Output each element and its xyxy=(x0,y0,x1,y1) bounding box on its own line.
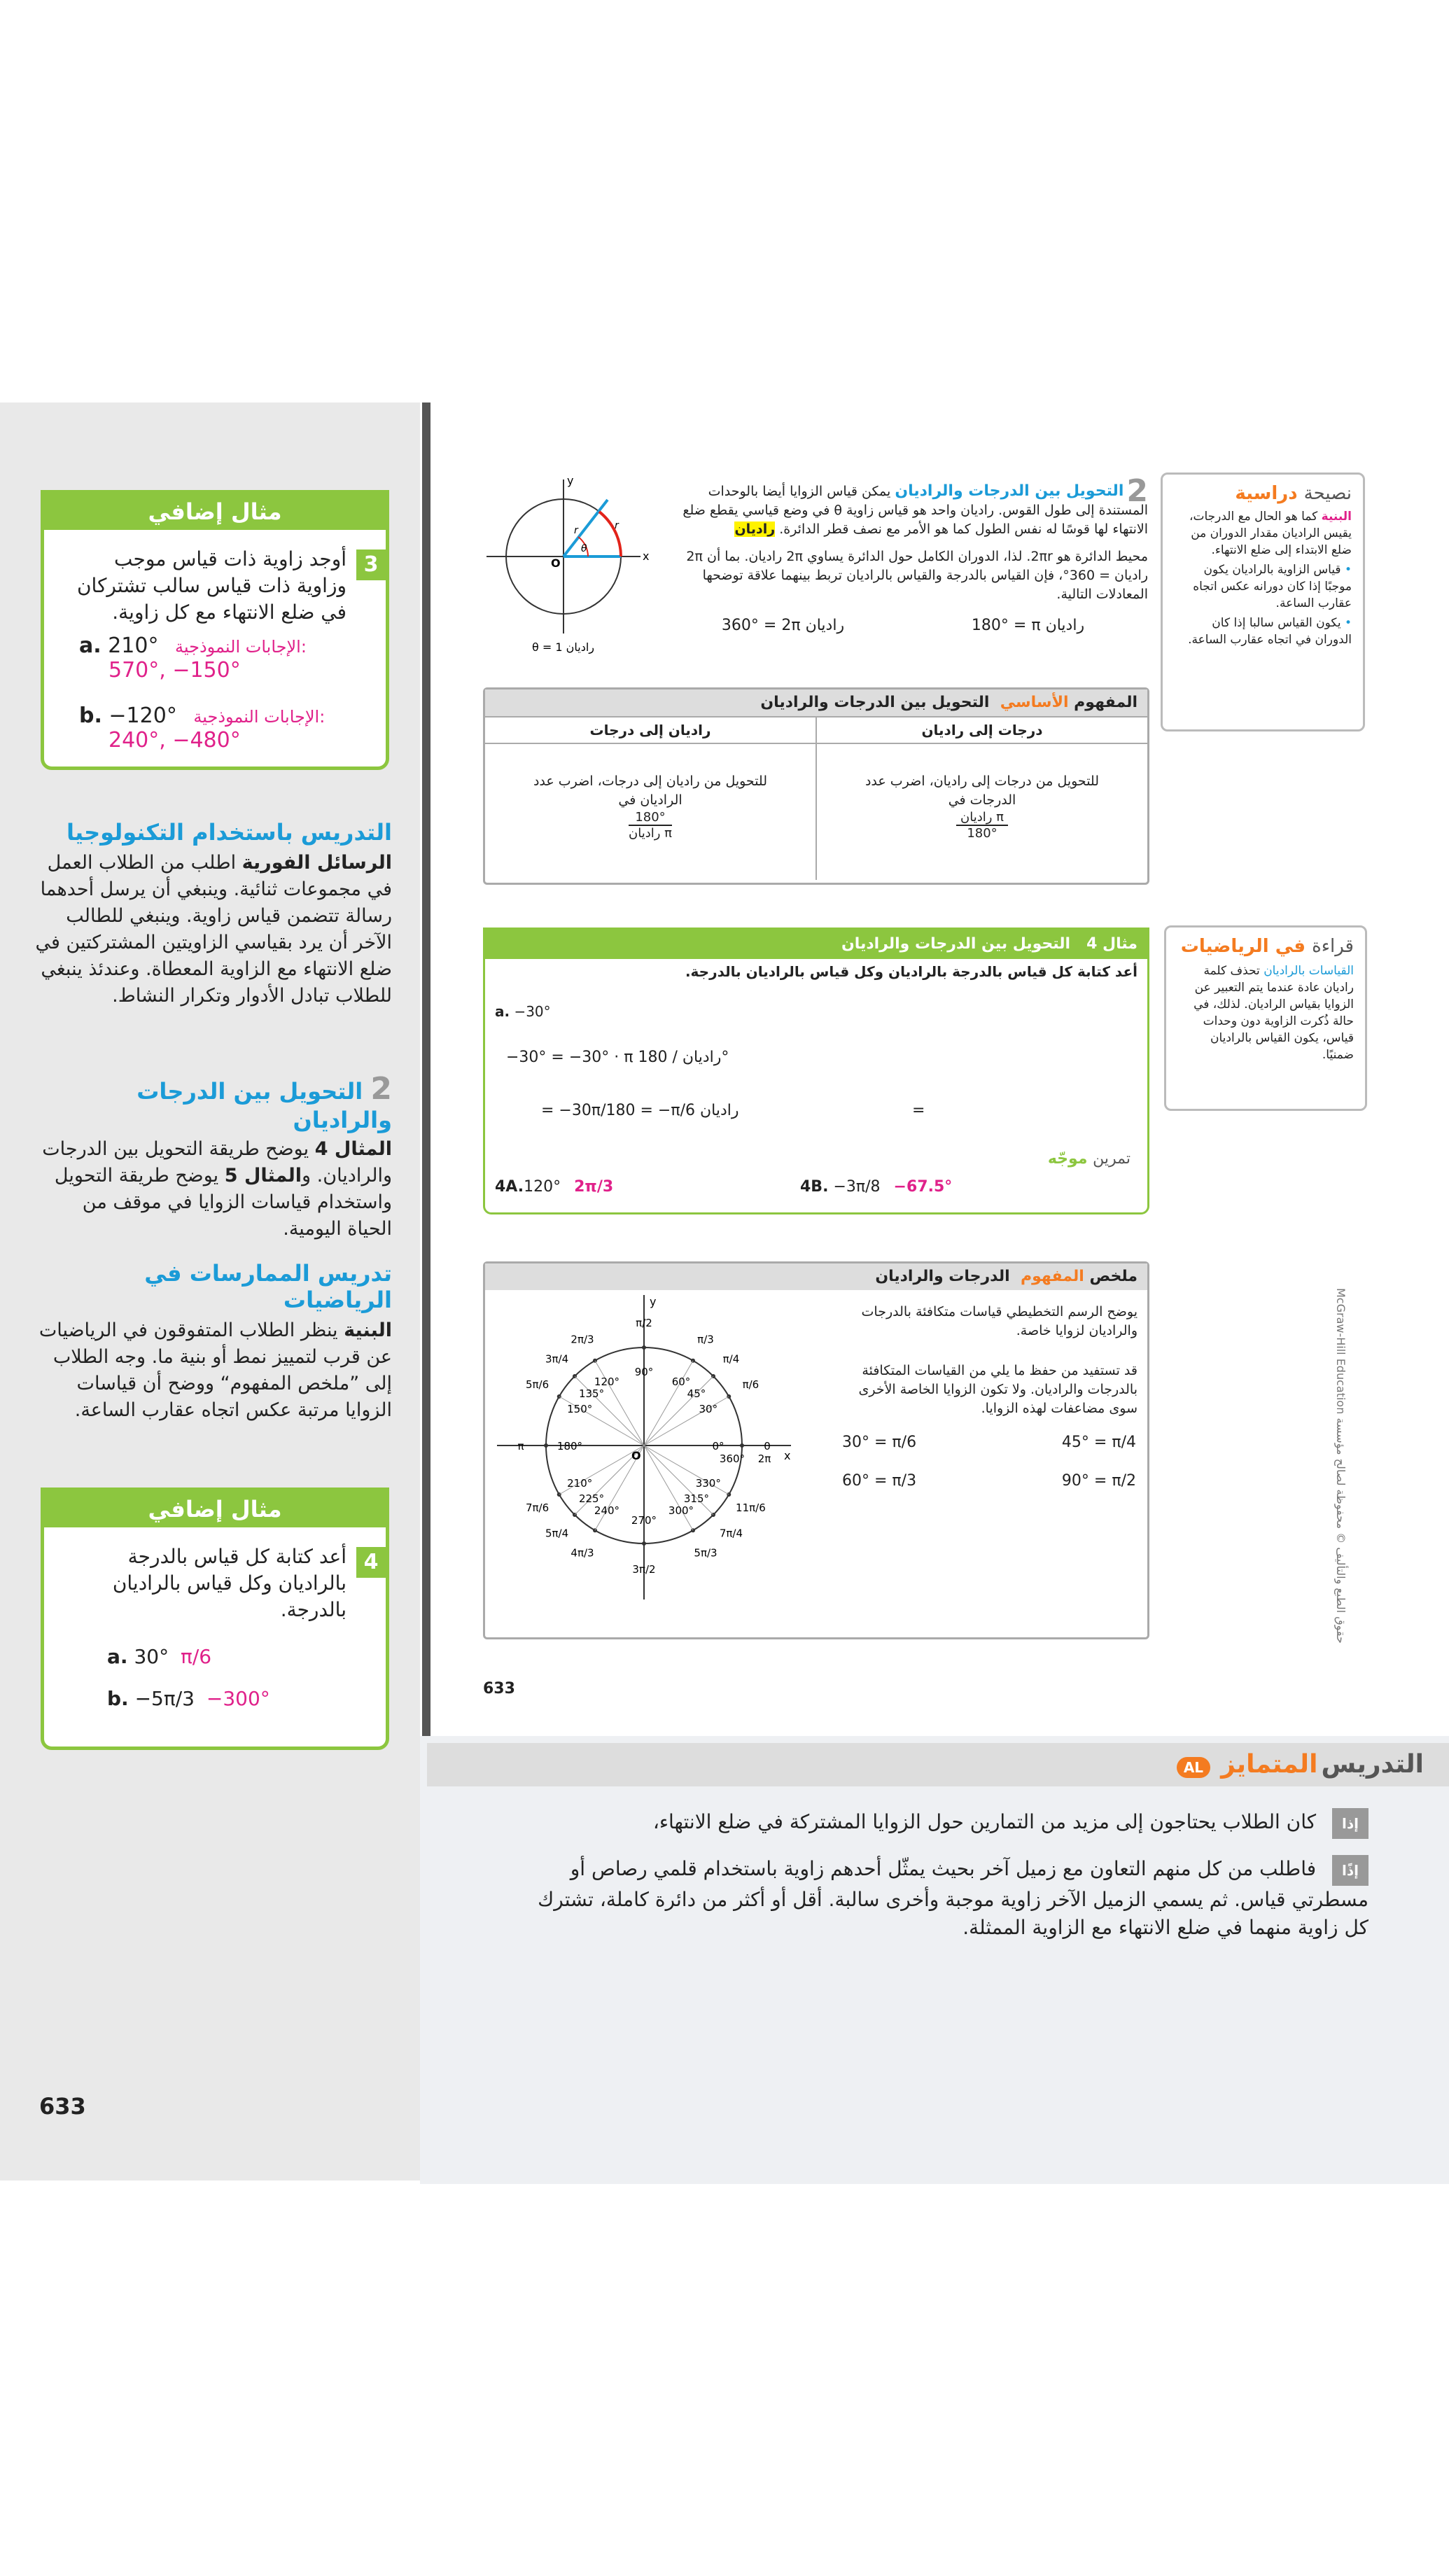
degree-label: 225° xyxy=(578,1492,605,1505)
radian-label: 11π/6 xyxy=(736,1502,766,1514)
answer-b: b. −5π/3 −300° xyxy=(107,1687,270,1710)
extra-example-4 xyxy=(41,1488,389,1750)
radian-label: 4π/3 xyxy=(570,1546,594,1560)
example-label: مثال 4 xyxy=(1086,935,1138,953)
differentiated-instruction xyxy=(420,1736,1449,2184)
example-title: التحويل بين الدرجات والراديان xyxy=(841,935,1071,953)
answer-b: b. −120° الإجابات النموذجية: 240°, −480° xyxy=(79,704,326,752)
degree-label: 90° xyxy=(634,1366,654,1378)
axis-label: y xyxy=(650,1295,657,1308)
extra-example-header: مثال إضافي xyxy=(44,1491,386,1527)
degree-label: 0° xyxy=(712,1440,724,1452)
degree-label: 150° xyxy=(567,1403,593,1415)
study-tip: نصيحة دراسية البنية كما هو الحال مع الدرجات، يقيس الراديان مقدار الدوران من ضلع الابتداء إلى ضلع الانتهاء. • قياس الزاوية بالراديان يكون موجبًا إذا كان دورانه عكس اتجاه عقارب الساعة. • يكون القياس سالبا إذا كان الدوران في اتجاه عقارب الساعة. xyxy=(1161,472,1365,732)
radian-label: 0 xyxy=(764,1440,771,1452)
differentiated-header: التدريس المتمايز AL xyxy=(427,1743,1449,1786)
copyright: McGraw-Hill Education حقوق الطبع والتأليف © محفوظة لصالح مؤسسة xyxy=(1334,1288,1348,1644)
page-edge xyxy=(422,402,430,1740)
degree-label: 300° xyxy=(668,1504,694,1517)
if-label: إذا xyxy=(1332,1808,1368,1839)
teaching-technology: التدريس باستخدام التكنولوجيا الرسائل الفورية اطلب من الطلاب العمل في مجموعات ثنائية. وينبغي أن يرسل أحدهما رسالة تتضمن قياس زاوية. وينبغي للطالب الآخر أن يرد بقياسي الزاويتين المشتركتين في ضلع الانتهاء مع الزاوية المعطاة. وعندئذ ينبغي للطلاب تبادل الأدوار وتكرار النشاط. xyxy=(35,819,392,1007)
key-concept-box: المفهوم الأساسي التحويل بين الدرجات والراديان درجات إلى راديان راديان إلى درجات للتحويل من درجات إلى راديان، اضرب عدد الدرجات في π راديان 180° للتحويل من راديان إلى درجات، اضرب عدد الراديان في 180° π راديان xyxy=(483,687,1149,885)
level-badge: AL xyxy=(1177,1757,1210,1778)
example-question: أعد كتابة كل قياس بالدرجة بالراديان وكل قياس بالراديان بالدرجة. xyxy=(112,1545,346,1621)
equals-sign: = xyxy=(912,1102,925,1119)
math-practices: تدريس الممارسات في الرياضيات البنية ينظر الطلاب المتفوقون في الرياضيات عن قرب لتمييز نمط أو بنية ما. وجه الطلاب إلى ”ملخص المفهوم“ ووضح أن قياسات الزوايا مرتبة عكس اتجاه عقارب الساعة. xyxy=(35,1260,392,1424)
page-number: 633 xyxy=(483,1680,515,1698)
degree-label: 240° xyxy=(594,1504,620,1517)
radian-label: 2π/3 xyxy=(570,1333,594,1346)
special-angles-circle xyxy=(493,1292,802,1614)
radian-label: 7π/6 xyxy=(525,1502,550,1514)
section-title: التحويل بين الدرجات والراديان xyxy=(895,482,1124,500)
then-row: إذًا فاطلب من كل منهم التعاون مع زميل آخر بحيث يمثّل أحدهم زاوية باستخدام قلمي رصاص أو مسطرتي قياس. ثم يسمي الزميل الآخر زاوية موجبة وأخرى سالبة. أقل أو أكثر من دائرة كاملة، تشترك كل زاوية منهما في ضلع الانتهاء مع الزاوية الممثلة. xyxy=(532,1855,1368,1942)
radian-label: π xyxy=(517,1440,524,1452)
equation: 180° = π راديان xyxy=(971,617,1085,634)
answer-a: a. 30° π/6 xyxy=(107,1645,212,1668)
radian-label: 3π/2 xyxy=(632,1563,656,1576)
extra-example-3 xyxy=(41,490,389,770)
column-header: درجات إلى راديان xyxy=(816,718,1147,743)
section-2-note: 2 التحويل بين الدرجات والراديان المثال 4 يوضح طريقة التحويل بين الدرجات والراديان. والمثال 5 يوضح طريقة التحويل واستخدام قياسات الزوايا في موقف من الحياة اليومية. xyxy=(35,1071,392,1242)
equation: 45° = π/4 xyxy=(1061,1434,1136,1451)
guided-practice-label: تمرين موجّه xyxy=(1047,1150,1130,1168)
example-instruction: أعد كتابة كل قياس بالدرجة بالراديان وكل قياس بالراديان بالدرجة. xyxy=(685,963,1138,980)
degree-label: 270° xyxy=(631,1514,657,1527)
practice-4b: 4B. −3π/8 −67.5° xyxy=(800,1178,953,1196)
extra-example-header: مثال إضافي xyxy=(44,493,386,530)
equation: 30° = π/6 xyxy=(842,1434,917,1451)
angle-point xyxy=(740,1443,744,1448)
radian-label: 5π/3 xyxy=(694,1546,718,1560)
axis-label: y xyxy=(567,476,574,487)
degree-label: 360° xyxy=(719,1452,746,1465)
section-body: 2 التحويل بين الدرجات والراديان يمكن قياس الزوايا أيضا بالوحدات المستندة إلى طول القوس. راديان واحد هو قياس زاوية θ في وضع قياسي يقطع ضلع الانتهاء لها قوسًا له نفس الطول كما هو الأمر مع نصف قطر الدائرة. راديان محيط الدائرة هو 2πr. لذا، الدوران الكامل حول الدائرة يساوي 2π راديان. بما أن 2π راديان = 360°، فإن القياس بالدرجة والقياس بالراديان تربط بينهما علاقة توضحها المعادلات التالية. 360° = 2π راديان 180° = π راديان xyxy=(682,473,1148,634)
degree-label: 315° xyxy=(683,1492,710,1505)
radian-label: π/2 xyxy=(636,1317,652,1329)
degree-label: 330° xyxy=(695,1477,721,1490)
radian-definition: يمكن قياس الزوايا أيضا بالوحدات المستندة إلى طول القوس. راديان واحد هو قياس زاوية θ في وضع قياسي يقطع ضلع الانتهاء لها قوسًا له نفس الطول كما هو الأمر مع نصف قطر الدائرة. xyxy=(682,484,1148,537)
then-label: إذًا xyxy=(1332,1855,1368,1886)
angle-point xyxy=(691,1528,695,1532)
teacher-page-number: 633 xyxy=(39,2093,86,2120)
radian-diagram xyxy=(483,476,651,658)
origin-label: O xyxy=(631,1449,641,1462)
angle-point xyxy=(642,1541,646,1546)
section-heading: تدريس الممارسات في الرياضيات xyxy=(144,1260,392,1313)
degree-label: 135° xyxy=(578,1387,605,1401)
radian-label: 7π/4 xyxy=(719,1527,743,1540)
summary-equations xyxy=(842,1423,1136,1500)
example-4: مثال 4 التحويل بين الدرجات والراديان أعد كتابة كل قياس بالدرجة بالراديان وكل قياس بالراديان بالدرجة. a. −30° −30° = −30° · π راديان / 180° = −30π/180 = −π/6 راديان = تمرين موجّه 4A.120° 2π/3 4B. −3π/8 −67.5° xyxy=(483,927,1149,1214)
radian-label: π/6 xyxy=(742,1378,760,1391)
solution-step: = −30π/180 = −π/6 راديان xyxy=(541,1102,739,1119)
radian-label: 5π/4 xyxy=(545,1527,569,1540)
angle-point xyxy=(544,1443,548,1448)
angle-label: θ xyxy=(581,543,587,554)
degree-label: 30° xyxy=(699,1403,718,1415)
degree-label: 180° xyxy=(556,1440,583,1452)
radian-label: π/4 xyxy=(722,1352,740,1366)
highlighted-term: راديان xyxy=(734,522,776,537)
origin-label: O xyxy=(551,556,561,570)
conversion-fraction: π راديان 180° xyxy=(956,810,1008,841)
degree-label: 60° xyxy=(671,1376,691,1389)
section-heading: التدريس باستخدام التكنولوجيا xyxy=(66,819,392,846)
angle-point xyxy=(593,1528,597,1532)
reading-math-tip: قراءة في الرياضيات القياسات بالراديان تحذف كلمة راديان عادة عندما يتم التعبير عن الزوايا بقياس الراديان. لذلك، في حالة ذُكرت الزاوية دون وحدات قياس، يكون القياس بالراديان ضمنيًا. xyxy=(1164,925,1367,1111)
if-row: إذا كان الطلاب يحتاجون إلى مزيد من التمارين حول الزوايا المشتركة في ضلع الانتهاء، xyxy=(532,1808,1368,1839)
example-question: أوجد زاوية ذات قياس موجب وزاوية ذات قياس سالب تشتركان في ضلع الانتهاء مع كل زاوية. xyxy=(76,547,346,624)
radius-label: r xyxy=(574,525,578,536)
degree-label: 210° xyxy=(567,1477,593,1490)
arc-label: r xyxy=(615,520,619,531)
radian-label: π/3 xyxy=(697,1333,714,1346)
example-number: 3 xyxy=(356,550,386,580)
example-number: 4 xyxy=(356,1547,386,1578)
conversion-fraction: 180° π راديان xyxy=(629,810,672,841)
axis-label: x xyxy=(784,1449,791,1462)
radian-label: 3π/4 xyxy=(545,1352,569,1366)
diagram-caption: θ = 1 راديان xyxy=(532,640,595,654)
angle-point xyxy=(642,1345,646,1350)
section-heading: 2 التحويل بين الدرجات والراديان xyxy=(136,1071,392,1133)
degree-label: 120° xyxy=(594,1376,620,1389)
answer-a: a. 210° الإجابات النموذجية: 570°, −150° xyxy=(79,634,307,682)
equation: 360° = 2π راديان xyxy=(721,617,845,634)
axis-label: x xyxy=(643,550,650,563)
equation: 90° = π/2 xyxy=(1061,1472,1136,1490)
solution-step: −30° = −30° · π راديان / 180° xyxy=(506,1049,729,1066)
degree-label: 45° xyxy=(687,1387,706,1401)
concept-summary-box: ملخص المفهوم الدرجات والراديان يوضح الرسم التخطيطي قياسات متكافئة بالدرجات والراديان لزوايا خاصة. قد تستفيد من حفظ ما يلي من القياسات المتكافئة بالدرجات والراديان. ولا تكون الزوايا الخاصة الأخرى سوى مضاعفات لهذه الزوايا. 30° = π/6 45° = π/4 60° = π/3 90° = π/2 0° 0 30° π/6 45° π/4 60° π/3 90° π/2 120° 2π/3 135° 3π/4 150° 5π/6 180° π 210° 7π/6 225° 5π/4 240° 4π/3 270° 3π/2 300° 5π/3 315° 7π/4 330° 11π/6 360° 2π x y O xyxy=(483,1261,1149,1639)
tip-bullet: • يكون القياس سالبا إذا كان الدوران في اتجاه عقارب الساعة. xyxy=(1188,616,1352,647)
radian-label: 5π/6 xyxy=(525,1378,550,1391)
practice-4a: 4A.120° 2π/3 xyxy=(495,1178,614,1196)
tip-bullet: • قياس الزاوية بالراديان يكون موجبًا إذا كان دورانه عكس اتجاه عقارب الساعة. xyxy=(1193,563,1352,610)
column-header: راديان إلى درجات xyxy=(589,722,711,738)
radian-label: 2π xyxy=(757,1452,771,1465)
equation: 60° = π/3 xyxy=(842,1472,917,1490)
